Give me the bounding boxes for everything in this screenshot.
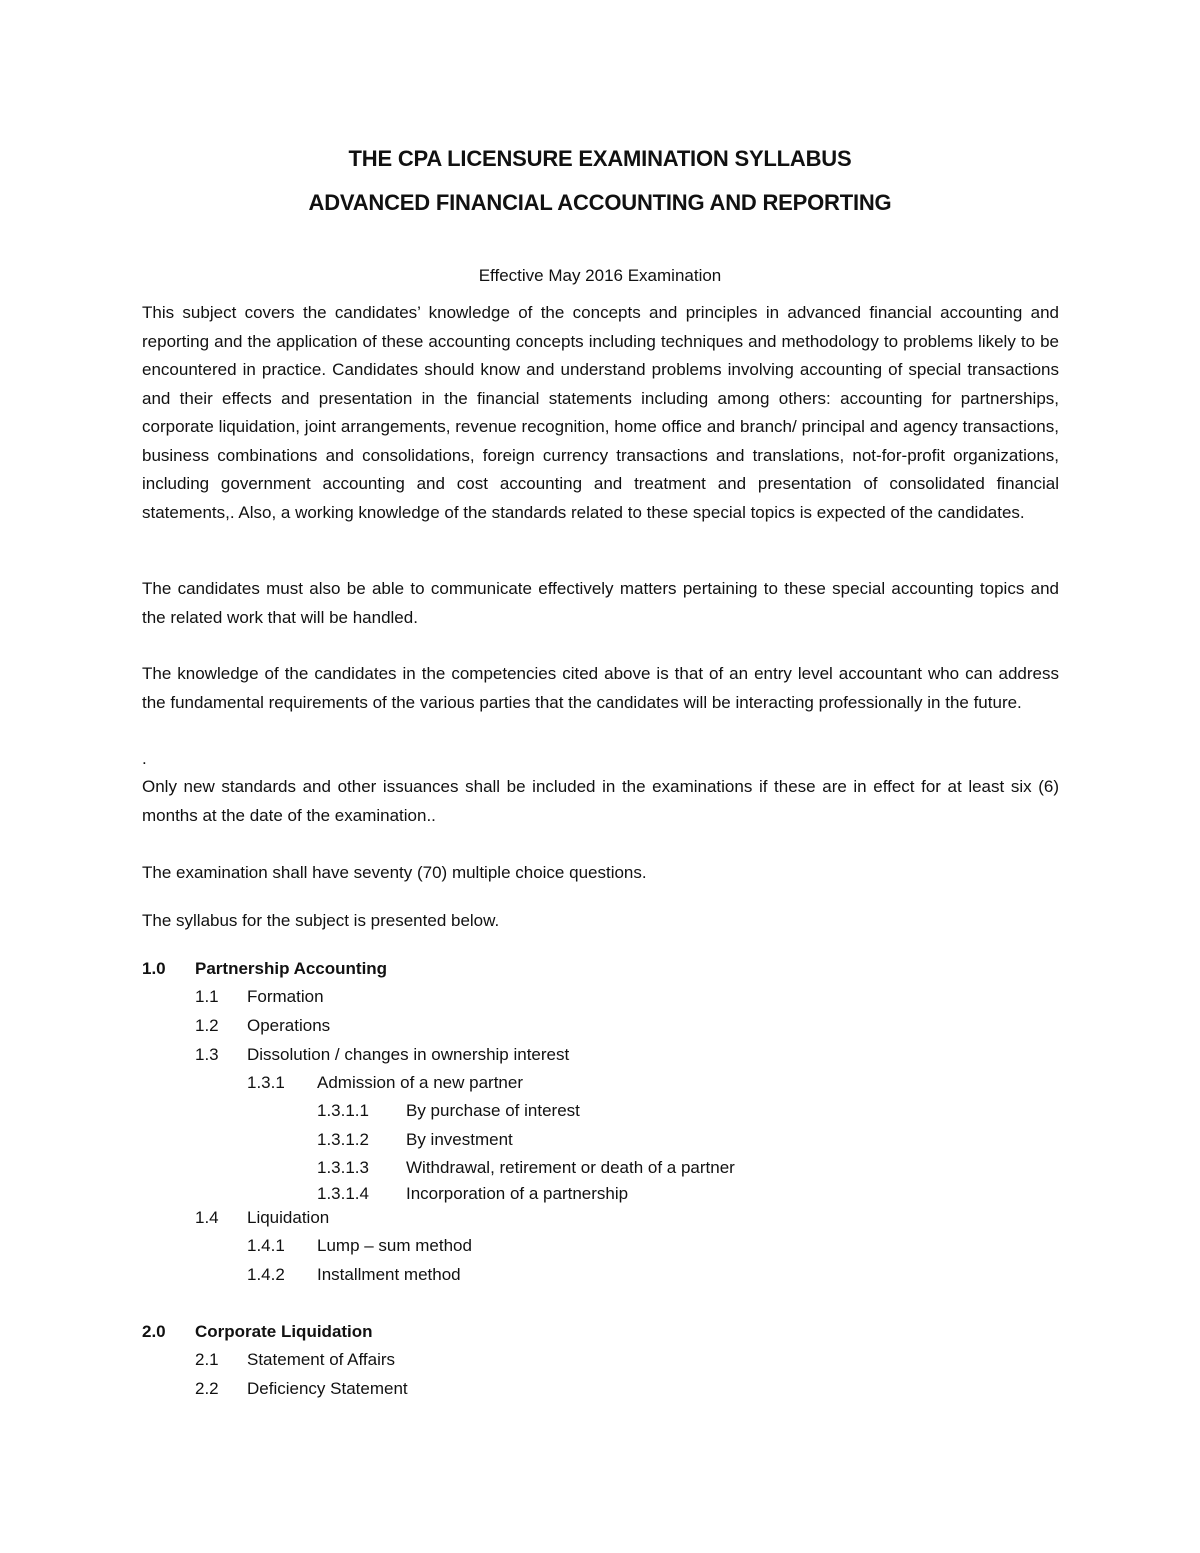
item-number: 1.3.1.1 [317,1101,369,1120]
item-label: Operations [247,1016,331,1035]
item-label: Deficiency Statement [247,1379,408,1398]
item-label: Lump – sum method [317,1236,472,1255]
item-label: Incorporation of a partnership [406,1184,629,1203]
item-number: 1.3.1.4 [317,1184,369,1203]
item-label: Admission of a new partner [317,1073,523,1092]
item-number: 1.4.1 [247,1236,285,1255]
item-number: 1.3 [195,1045,219,1064]
document-subtitle: ADVANCED FINANCIAL ACCOUNTING AND REPORTING [308,190,892,215]
item-number: 1.3.1.3 [317,1158,369,1177]
item-number: 2.1 [195,1350,219,1369]
item-label: By investment [406,1130,513,1149]
item-label: Formation [247,987,324,1006]
paragraph-syllabus-intro: The syllabus for the subject is presented below. [142,911,500,930]
paragraph-question-count: The examination shall have seventy (70) multiple choice questions. [142,863,647,882]
paragraph-standards: Only new standards and other issuances shall be included in the examinations if these are in effect for at least six (6) months at the date of the examination.. [142,777,1059,825]
effective-date: Effective May 2016 Examination [478,266,722,285]
item-number: 1.2 [195,1016,219,1035]
item-number: 1.3.1.2 [317,1130,369,1149]
item-number: 1.4 [195,1208,219,1227]
paragraph-competency: The knowledge of the candidates in the competencies cited above is that of an entry level accountant who can address the fundamental requirements of the various parties that the candidates will be interacting professionally in the future. [142,664,1059,712]
item-label: Statement of Affairs [247,1350,396,1369]
item-number: 1.3.1 [247,1073,285,1092]
item-number: 1.1 [195,987,219,1006]
section-title: Partnership Accounting [195,959,388,978]
item-label: By purchase of interest [406,1101,580,1120]
item-label: Installment method [317,1265,461,1284]
item-label: Withdrawal, retirement or death of a partner [406,1158,735,1177]
section-title: Corporate Liquidation [195,1322,373,1341]
stray-period: . [142,749,147,768]
paragraph-communication: The candidates must also be able to communicate effectively matters pertaining to these special accounting topics and the related work that will be handled. [142,579,1059,627]
item-label: Liquidation [247,1208,330,1227]
paragraph-scope: This subject covers the candidates’ knowledge of the concepts and principles in advanced financial accounting and reporting and the application of these accounting concepts including techniques and methodology to problems likely to be encountered in practice. Candidates should know and understand problems involving accounting of special transactions and their effects and presentation in the financial statements including among others: accounting for partnerships, corporate liquidation, joint arrangements, revenue recognition, home office and branch/ principal and agency transactions, business combinations and consolidations, foreign currency transactions and translations, not-for-profit organizations, including government accounting and cost accounting and treatment and presentation of consolidated financial statements,. Also, a working knowledge of the standards related to these special topics is expected of the candidates. [142,303,1059,522]
section-number: 1.0 [142,959,166,978]
document-title: THE CPA LICENSURE EXAMINATION SYLLABUS [348,146,852,171]
item-number: 2.2 [195,1379,219,1398]
section-number: 2.0 [142,1322,166,1341]
item-label: Dissolution / changes in ownership interest [247,1045,570,1064]
item-number: 1.4.2 [247,1265,285,1284]
